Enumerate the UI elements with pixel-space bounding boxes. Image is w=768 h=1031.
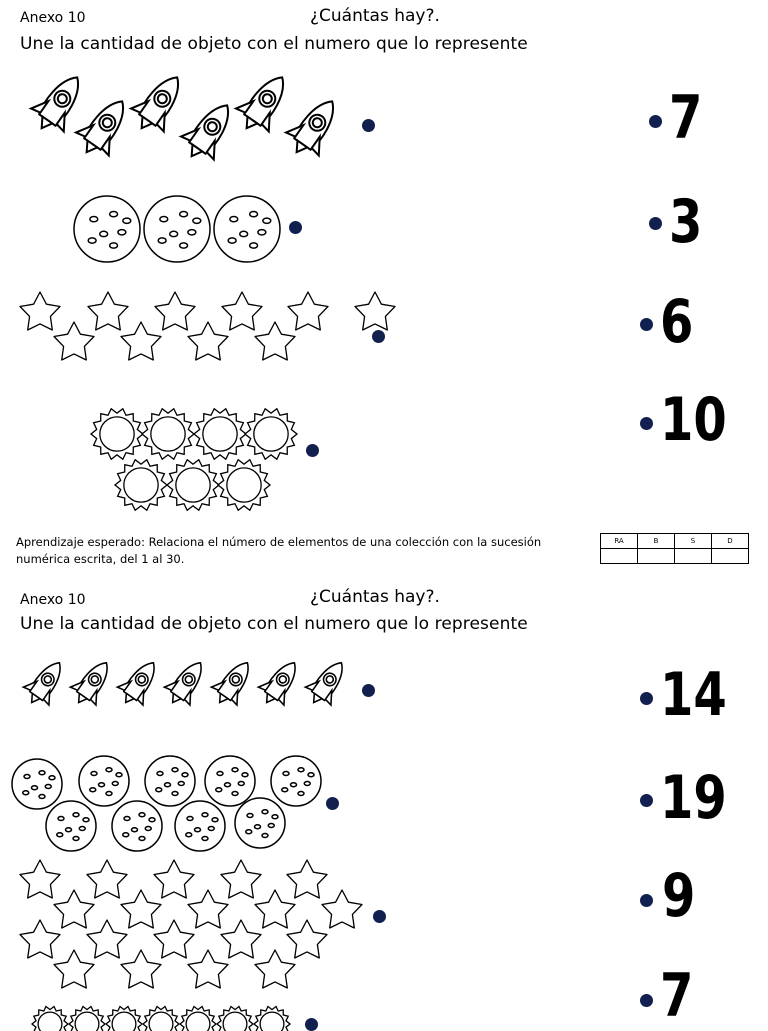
annex-label: Anexo 10 — [20, 10, 86, 26]
sun-icon — [194, 409, 246, 460]
star-icon — [87, 860, 127, 898]
page-title: ¿Cuántas hay?. — [310, 6, 440, 26]
number-option: 19 — [660, 768, 727, 828]
moon-icon — [235, 798, 285, 848]
match-dot-left[interactable] — [289, 221, 302, 234]
evaluation-table — [600, 533, 749, 564]
number-option: 3 — [669, 192, 702, 252]
moon-icon — [205, 756, 255, 806]
match-dot-right[interactable] — [649, 217, 662, 230]
star-icon — [20, 920, 60, 958]
moon-group — [0, 748, 340, 858]
match-dot-right[interactable] — [640, 894, 653, 907]
star-icon — [54, 322, 94, 360]
star-icon — [221, 860, 261, 898]
sun-icon — [167, 460, 219, 511]
match-dot-left[interactable] — [362, 119, 375, 132]
moon-icon — [12, 759, 62, 809]
learning-objective: Aprendizaje esperado: Relaciona el número de elementos de una colección con la sucesión numérica escrita, del 1 al 30. — [16, 534, 596, 568]
match-dot-left[interactable] — [362, 684, 375, 697]
sun-icon — [218, 460, 270, 511]
star-group — [0, 288, 380, 368]
sun-icon — [69, 1007, 105, 1031]
moon-icon — [144, 196, 210, 262]
rocket-icon — [301, 654, 354, 712]
rocket-icon — [254, 654, 307, 712]
instructions: Une la cantidad de objeto con el numero que lo represente — [20, 34, 528, 54]
rocket-icon — [160, 654, 213, 712]
sun-icon — [32, 1007, 68, 1031]
match-dot-right[interactable] — [640, 417, 653, 430]
number-option: 6 — [660, 292, 693, 352]
match-dot-right[interactable] — [640, 794, 653, 807]
star-icon — [121, 322, 161, 360]
sun-icon — [245, 409, 297, 460]
star-icon — [121, 890, 161, 928]
match-dot-right[interactable] — [649, 115, 662, 128]
star-icon — [287, 860, 327, 898]
star-icon — [287, 920, 327, 958]
star-icon — [188, 950, 228, 988]
match-dot-left[interactable] — [305, 1018, 318, 1031]
sun-icon — [180, 1007, 216, 1031]
rocket-icon — [19, 654, 72, 712]
moon-icon — [271, 756, 321, 806]
star-icon — [88, 292, 128, 330]
moon-icon — [112, 801, 162, 851]
star-icon — [255, 950, 295, 988]
match-dot-left[interactable] — [372, 330, 385, 343]
rocket-group — [0, 652, 370, 712]
rocket-icon — [175, 94, 243, 168]
moon-group — [0, 190, 300, 270]
star-icon — [121, 950, 161, 988]
star-icon — [255, 890, 295, 928]
match-dot-left[interactable] — [326, 797, 339, 810]
eval-header: B — [638, 534, 675, 549]
star-icon — [322, 890, 362, 928]
moon-icon — [214, 196, 280, 262]
rocket-icon — [113, 654, 166, 712]
sun-group — [0, 1000, 330, 1030]
star-icon — [154, 920, 194, 958]
eval-header: S — [675, 534, 712, 549]
number-option: 14 — [660, 665, 727, 725]
eval-cell[interactable] — [675, 549, 712, 564]
sun-icon — [143, 1007, 179, 1031]
star-icon — [188, 890, 228, 928]
number-option: 9 — [662, 866, 695, 926]
moon-icon — [145, 756, 195, 806]
rocket-icon — [70, 90, 138, 164]
moon-icon — [79, 756, 129, 806]
star-icon — [155, 292, 195, 330]
sun-icon — [115, 460, 167, 511]
match-dot-left[interactable] — [373, 910, 386, 923]
number-option: 7 — [669, 88, 702, 148]
page-title: ¿Cuántas hay?. — [310, 587, 440, 607]
moon-icon — [175, 801, 225, 851]
number-option: 7 — [660, 966, 693, 1026]
sun-group — [0, 400, 320, 515]
star-icon — [222, 292, 262, 330]
rocket-icon — [280, 90, 348, 164]
sun-icon — [217, 1007, 253, 1031]
star-icon — [54, 890, 94, 928]
eval-header: RA — [601, 534, 638, 549]
rocket-icon — [125, 66, 193, 140]
match-dot-right[interactable] — [640, 318, 653, 331]
star-icon — [288, 292, 328, 330]
match-dot-right[interactable] — [640, 994, 653, 1007]
annex-label: Anexo 10 — [20, 592, 86, 608]
star-icon — [188, 322, 228, 360]
star-icon — [154, 860, 194, 898]
rocket-icon — [66, 654, 119, 712]
star-icon — [221, 920, 261, 958]
match-dot-left[interactable] — [306, 444, 319, 457]
sun-icon — [142, 409, 194, 460]
instructions: Une la cantidad de objeto con el numero que lo represente — [20, 614, 528, 634]
star-icon — [54, 950, 94, 988]
star-icon — [20, 292, 60, 330]
moon-icon — [46, 801, 96, 851]
star-icon — [355, 292, 395, 330]
sun-icon — [254, 1007, 290, 1031]
rocket-group — [0, 70, 370, 180]
sun-icon — [91, 409, 143, 460]
star-group — [0, 855, 380, 995]
eval-cell[interactable] — [638, 549, 675, 564]
star-icon — [87, 920, 127, 958]
moon-icon — [74, 196, 140, 262]
eval-header: D — [712, 534, 749, 549]
eval-cell[interactable] — [712, 549, 749, 564]
eval-cell[interactable] — [601, 549, 638, 564]
sun-icon — [106, 1007, 142, 1031]
star-icon — [255, 322, 295, 360]
star-icon — [20, 860, 60, 898]
rocket-icon — [230, 66, 298, 140]
number-option: 10 — [660, 390, 727, 450]
rocket-icon — [207, 654, 260, 712]
match-dot-right[interactable] — [640, 692, 653, 705]
